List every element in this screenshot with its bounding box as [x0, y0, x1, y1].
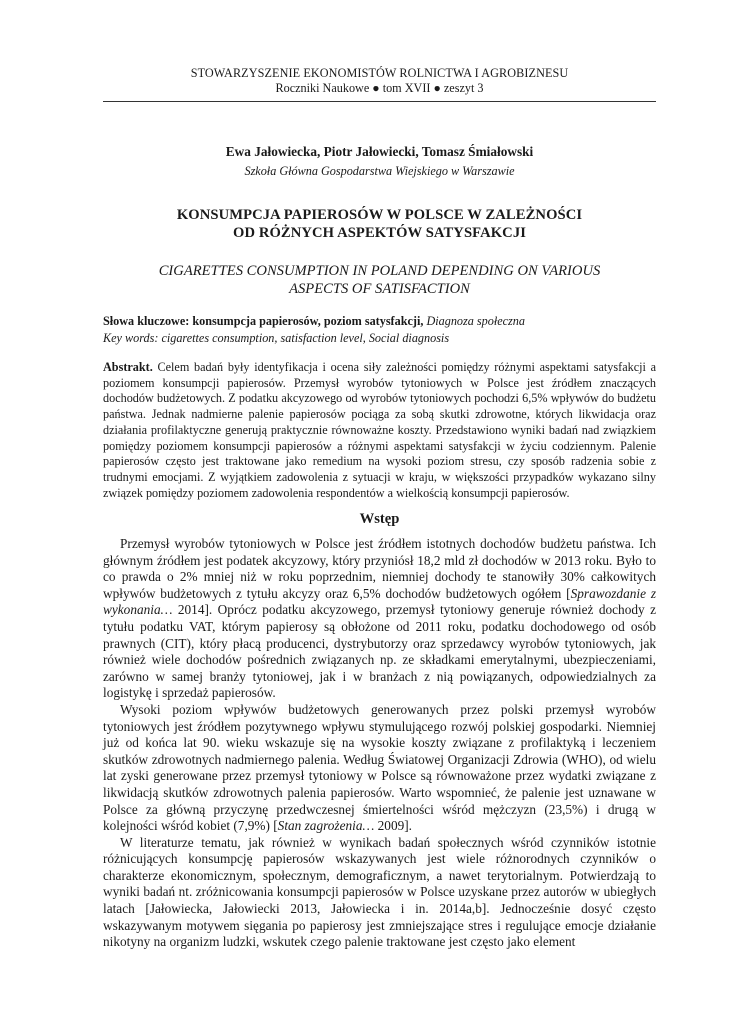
abstract-label: Abstrakt.	[103, 360, 153, 374]
citation: Sprawozdanie z wykonania…	[103, 585, 657, 618]
keywords-polish	[103, 314, 656, 329]
title-polish-line: OD RÓŻNYCH ASPEKTÓW SATYSFAKCJI	[233, 225, 526, 241]
title-english	[103, 262, 656, 298]
title-english-line: ASPECTS OF SATISFACTION	[289, 281, 470, 297]
abstract-text: Celem badań były identyfikacja i ocena siły zależności pomiędzy różnymi aspektami satysfakcji a poziomem konsumpcji papierosów. Przemysł wyrobów tytoniowych w Polsce jest źródłem znaczących dochodów budżetowych. Z podatku akcyzowego od wyrobów tytoniowych pochodzi 6,5% wpływów do budżetu państwa. Jednak nadmierne palenie papierosów pociąga za sobą skutki zdrowotne, których likwidacja oraz działania profilaktyczne generują praktycznie równoważne koszty. Przedstawiono wyniki badań nad związkiem pomiędzy poziomem konsumpcji papierosów a różnymi aspektami satysfakcji w życiu codziennym. Palenie papierosów często jest traktowane jako remedium na wysoki poziom stresu, czy sposób radzenia sobie z trudnymi emocjami. Z wyjątkiem zadowolenia z sytuacji w kraju, w większości przypadków wykazano silny związek pomiędzy poziomem zadowolenia respondentów a wielkością konsumpcji papierosów.	[103, 360, 656, 500]
keywords-polish-source: Diagnoza społeczna	[426, 314, 525, 328]
journal-publisher: STOWARZYSZENIE EKONOMISTÓW ROLNICTWA I AGROBIZNESU	[190, 66, 569, 80]
paragraph-text: Przemysł wyrobów tytoniowych w Polsce jest źródłem istotnych dochodów budżetu państwa. Ich głównym źródłem jest podatek akcyzowy, który przyniósł 18,2 mld zł dochodów w 2013 roku. Było to co prawda o 2% mniej niż w roku poprzednim, niemniej dochody te stanowiły 30% całkowitych wpływów budżetowych z tytułu akcyzy oraz 6,5% dochodów budżetowych ogółem [	[103, 536, 656, 601]
paragraph-text: 2014]. Oprócz podatku akcyzowego, przemysł tytoniowy generuje również dochody z tytułu podatku VAT, którym papierosy są obłożone od 2011 roku, podatku dochodowego od osób prawnych (CIT), który płacą producenci, dystrybutorzy oraz sprzedawcy wyrobów tytoniowych, jak również wiele dochodów pośrednich związanych np. ze składkami emerytalnymi, ubezpieczeniami, zarówno w samej branży tytoniowej, jak i w branżach z nią powiązanych, odpowiedzialnych za logistykę i sprzedaż papierosów.	[103, 602, 656, 701]
keywords-english: Key words: cigarettes consumption, satisfaction level, Social diagnosis	[103, 331, 450, 345]
authors: Ewa Jałowiecka, Piotr Jałowiecki, Tomasz Śmiałowski	[225, 144, 534, 159]
affiliation: Szkoła Główna Gospodarstwa Wiejskiego w Warszawie	[244, 164, 515, 178]
title-polish	[103, 206, 656, 242]
body-text	[103, 536, 656, 951]
paragraph	[103, 702, 656, 835]
abstract	[103, 360, 656, 501]
title-english-line: CIGARETTES CONSUMPTION IN POLAND DEPENDING ON VARIOUS	[158, 263, 601, 279]
title-polish-line: KONSUMPCJA PAPIEROSÓW W POLSCE W ZALEŻNOŚCI	[176, 207, 583, 223]
section-title: Wstęp	[359, 511, 400, 527]
paragraph: W literaturze tematu, jak również w wynikach badań społecznych wśród czynników istotnie różnicujących konsumpcję papierosów wskazywanych jest wiele różnorodnych czynników o charakterze ekonomicznym, społecznym, demograficznym, a nawet terytorialnym. Potwierdzają to wyniki badań nt. zróżnicowania konsumpcji papierosów w Polsce uzyskane przez autorów w ubiegłych latach [Jałowiecka, Jałowiecki 2013, Jałowiecka i in. 2014a,b]. Jednocześnie dosyć często wskazywanym motywem sięgania po papierosy jest zmniejszające stres i regulujące emocje działanie nikotyny na organizm ludzki, wskutek czego palenie traktowane jest często jako element	[103, 834, 656, 950]
keywords-polish-label: Słowa kluczowe: konsumpcja papierosów, poziom satysfakcji,	[103, 314, 424, 328]
paragraph-text: Wysoki poziom wpływów budżetowych generowanych przez polski przemysł wyrobów tytoniowych jest źródłem pozytywnego wpływu stymulującego rozwój polskiej gospodarki. Niemniej już od końca lat 90. wieku wskazuje się na wysokie koszty związane z profilaktyką i leczeniem skutków zdrowotnych nadmiernego palenia. Według Światowej Organizacji Zdrowia (WHO), od wielu lat zyski generowane przez przemysł tytoniowy w Polsce są równoważone przez wydatki związane z likwidacją skutków zdrowotnych palenia papierosów. Warto wspomnieć, że palenie jest uznawane w Polsce za główną przyczynę przedwczesnej śmiertelności wśród mężczyzn (23,5%) i drugą w kolejności wśród kobiet (7,9%) [	[103, 701, 656, 834]
journal-issue: Roczniki Naukowe ● tom XVII ● zeszyt 3	[275, 81, 484, 95]
paragraph-text: 2009].	[374, 818, 412, 834]
paragraph	[103, 536, 656, 702]
citation: Stan zagrożenia…	[277, 818, 375, 834]
header-rule	[103, 101, 656, 102]
